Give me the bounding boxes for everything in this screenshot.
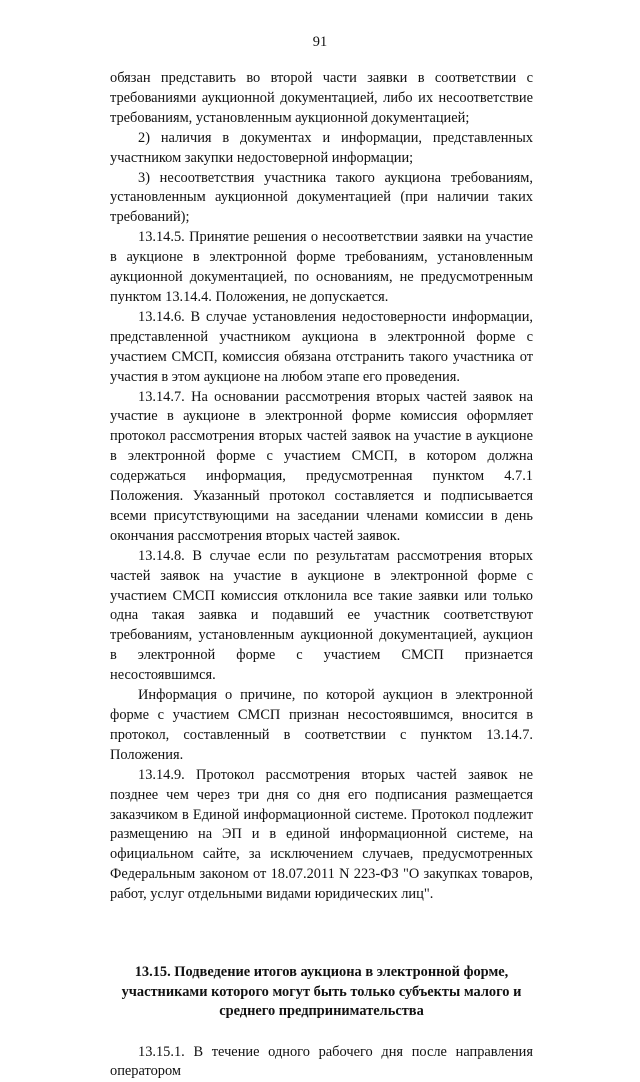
paragraph-13-15-1: 13.15.1. В течение одного рабочего дня после направления оператором	[110, 1043, 533, 1080]
paragraph-13-14-9: 13.14.9. Протокол рассмотрения вторых частей заявок не позднее чем через три дня со дня его подписания размещается заказчиком в Единой информационной системе. Протокол подлежит размещению на ЭП и в единой информационной системе, на официальном сайте, за исключением случаев, предусмотренных Федеральным законом от 18.07.2011 N 223-ФЗ "О закупках товаров, работ, услуг отдельными видами юридических лиц".	[110, 766, 533, 903]
section-heading-13-15: 13.15. Подведение итогов аукциона в электронной форме, участниками которого могут быть только субъекты малого и среднего предпринимательства	[121, 964, 522, 1020]
paragraph-13-14-5: 13.14.5. Принятие решения о несоответствии заявки на участие в аукционе в электронной форме требованиям, установленным аукционной документацией, по основаниям, не предусмотренным пунктом 13.14.4. Положения, не допускается.	[110, 229, 533, 305]
paragraph-13-14-7: 13.14.7. На основании рассмотрения вторых частей заявок на участие в аукционе в электронной форме комиссия оформляет протокол рассмотрения вторых частей заявок на участие в аукционе в электронной форме с участием СМСП, в котором должна содержаться информация, предусмотренная пунктом 4.7.1 Положения. Указанный протокол составляется и подписывается всеми присутствующими на заседании членами комиссии в день окончания рассмотрения вторых частей заявок.	[110, 388, 533, 544]
page-number: 91	[312, 34, 328, 50]
paragraph-item-2: 2) наличия в документах и информации, представленных участником закупки недостоверной информации;	[110, 129, 533, 166]
paragraph-information: Информация о причине, по которой аукцион в электронной форме с участием СМСП признан несостоявшимся, вносится в протокол, составленный в соответствии с пунктом 13.14.7. Положения.	[110, 687, 533, 763]
document-body	[110, 69, 533, 1082]
paragraph-13-14-8: 13.14.8. В случае если по результатам рассмотрения вторых частей заявок на участие в аукционе в электронной форме с участием СМСП комиссия отклонила все такие заявки или только одна такая заявка и подавший ее участник соответствуют требованиям, установленным аукционной документацией, аукцион в электронной форме с участием СМСП признается несостоявшимся.	[110, 547, 533, 684]
paragraph-continuation: обязан представить во второй части заявки в соответствии с требованиями аукционной документацией, либо их несоответствие требованиям, установленным аукционной документацией;	[110, 70, 533, 126]
paragraph-13-14-6: 13.14.6. В случае установления недостоверности информации, представленной участником аукциона в электронной форме с участием СМСП, комиссия обязана отстранить такого участника от участия в этом аукционе на любом этапе его проведения.	[110, 308, 533, 385]
paragraph-item-3: 3) несоответствия участника такого аукциона требованиям, установленным аукционной документацией (при наличии таких требований);	[110, 169, 533, 226]
